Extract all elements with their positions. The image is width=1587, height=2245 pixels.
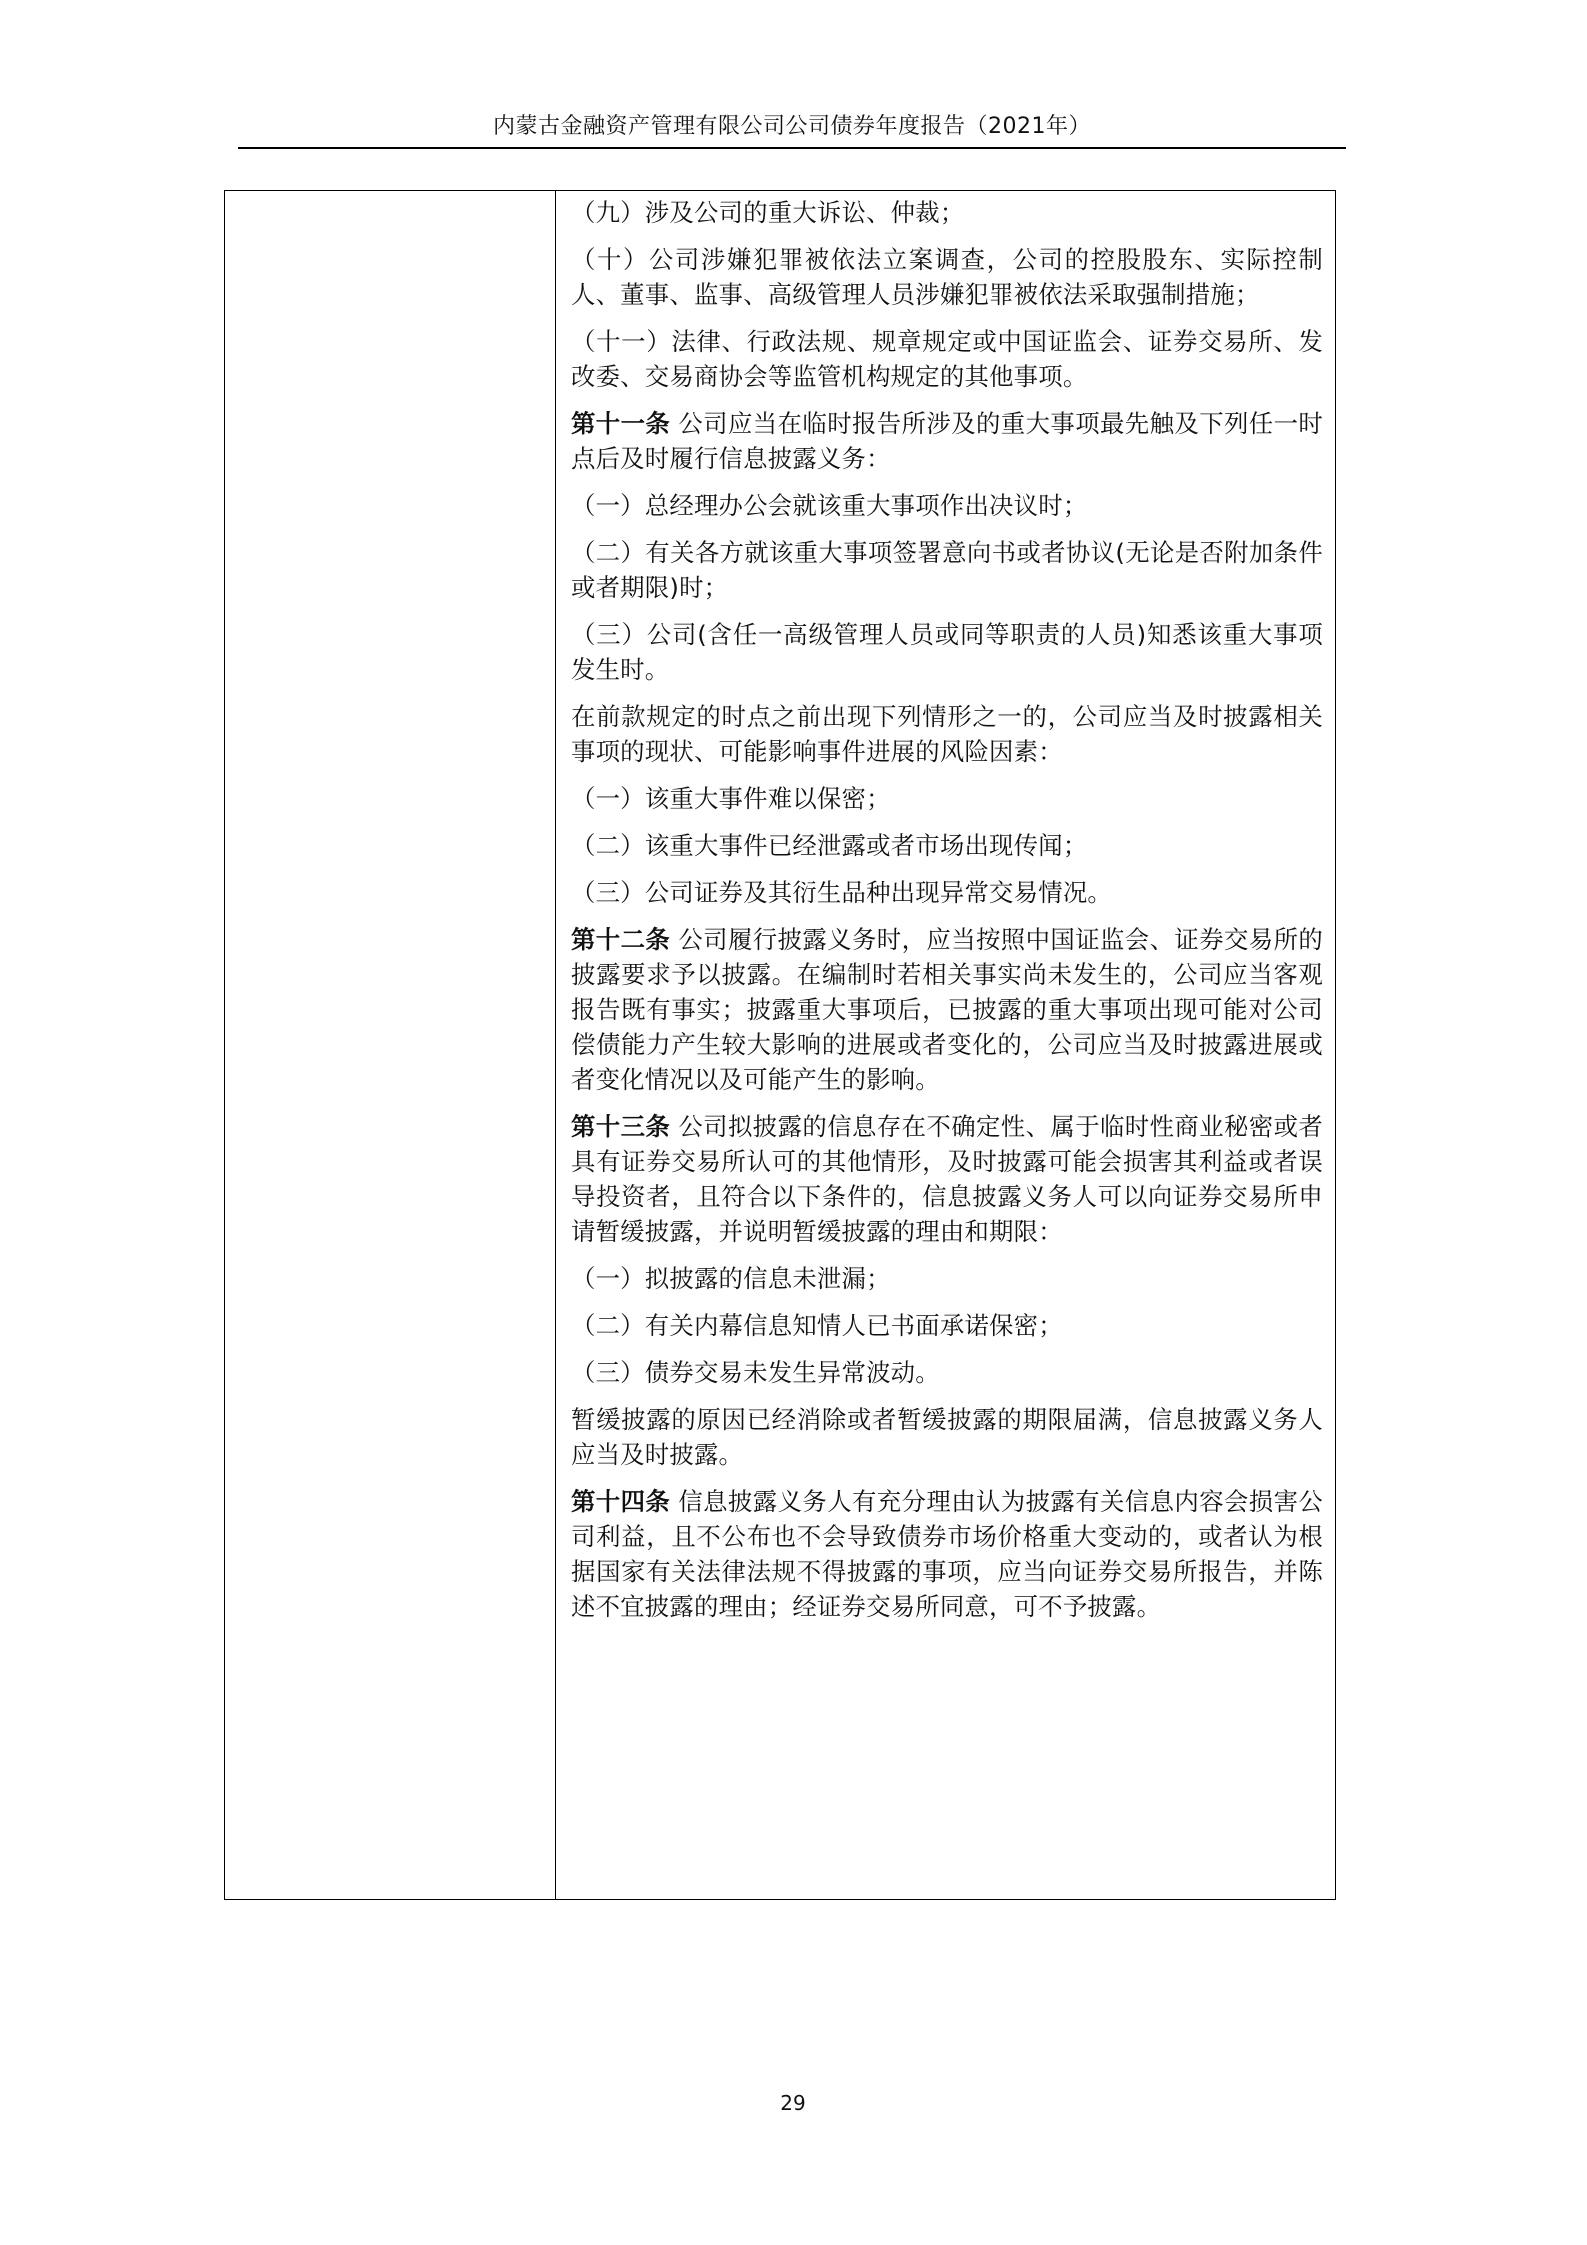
paragraph xyxy=(571,242,1323,312)
paragraph-text: （三）公司(含任一高级管理人员或同等职责的人员)知悉该重大事项发生时。 xyxy=(571,620,1323,684)
paragraph xyxy=(571,195,1323,230)
paragraph xyxy=(571,781,1323,816)
paragraph-text: （三）债券交易未发生异常波动。 xyxy=(571,1358,940,1387)
paragraph xyxy=(571,875,1323,910)
paragraph xyxy=(571,699,1323,769)
paragraph-text: 公司应当在临时报告所涉及的重大事项最先触及下列任一时点后及时履行信息披露义务： xyxy=(571,409,1323,473)
paragraph-text: （二）有关内幕信息知情人已书面承诺保密； xyxy=(571,1311,1063,1340)
paragraph xyxy=(571,1402,1323,1472)
paragraph-text: （十）公司涉嫌犯罪被依法立案调查，公司的控股股东、实际控制人、董事、监事、高级管理人员涉嫌犯罪被依法采取强制措施； xyxy=(571,245,1323,309)
paragraph-text: 暂缓披露的原因已经消除或者暂缓披露的期限届满，信息披露义务人应当及时披露。 xyxy=(571,1405,1323,1469)
paragraph-text: （二）该重大事件已经泄露或者市场出现传闻； xyxy=(571,831,1088,860)
paragraph xyxy=(571,1308,1323,1343)
paragraph-text: （一）该重大事件难以保密； xyxy=(571,784,891,813)
paragraph xyxy=(571,828,1323,863)
paragraph-text: （三）公司证券及其衍生品种出现异常交易情况。 xyxy=(571,878,1112,907)
paragraph xyxy=(571,922,1323,1097)
paragraph xyxy=(571,1261,1323,1296)
header-divider xyxy=(238,147,1346,149)
article-number: 第十三条 xyxy=(571,1112,671,1141)
paragraph xyxy=(571,406,1323,476)
paragraph xyxy=(571,535,1323,605)
paragraph-text: （二）有关各方就该重大事项签署意向书或者协议(无论是否附加条件或者期限)时； xyxy=(571,538,1323,602)
paragraph-text: （九）涉及公司的重大诉讼、仲裁； xyxy=(571,198,965,227)
paragraph xyxy=(571,1484,1323,1624)
paragraph-text: 信息披露义务人有充分理由认为披露有关信息内容会损害公司利益，且不公布也不会导致债券市场价格重大变动的，或者认为根据国家有关法律法规不得披露的事项，应当向证券交易所报告，并陈述不宜披露的理由；经证券交易所同意，可不予披露。 xyxy=(571,1487,1323,1621)
paragraph-text: （一）总经理办公会就该重大事项作出决议时； xyxy=(571,491,1088,520)
page-number: 29 xyxy=(780,2091,806,2115)
paragraph-text: 公司履行披露义务时，应当按照中国证监会、证券交易所的披露要求予以披露。在编制时若相关事实尚未发生的，公司应当客观报告既有事实；披露重大事项后，已披露的重大事项出现可能对公司偿债能力产生较大影响的进展或者变化的，公司应当及时披露进展或者变化情况以及可能产生的影响。 xyxy=(571,925,1323,1094)
table-left-cell xyxy=(225,191,556,1899)
table-right-cell xyxy=(571,191,1323,1899)
paragraph xyxy=(571,1355,1323,1390)
paragraph-text: 公司拟披露的信息存在不确定性、属于临时性商业秘密或者具有证券交易所认可的其他情形，及时披露可能会损害其利益或者误导投资者，且符合以下条件的，信息披露义务人可以向证券交易所申请暂缓披露，并说明暂缓披露的理由和期限： xyxy=(571,1112,1323,1246)
content-table xyxy=(224,190,1336,1900)
paragraph xyxy=(571,488,1323,523)
article-number: 第十二条 xyxy=(571,925,671,954)
paragraph xyxy=(571,617,1323,687)
paragraph-text: （十一）法律、行政法规、规章规定或中国证监会、证券交易所、发改委、交易商协会等监管机构规定的其他事项。 xyxy=(571,327,1323,391)
page-header-title: 内蒙古金融资产管理有限公司公司债券年度报告（2021年） xyxy=(493,114,1091,139)
paragraph xyxy=(571,1109,1323,1249)
paragraph xyxy=(571,324,1323,394)
paragraph-text: 在前款规定的时点之前出现下列情形之一的，公司应当及时披露相关事项的现状、可能影响事件进展的风险因素： xyxy=(571,702,1323,766)
article-number: 第十四条 xyxy=(571,1487,671,1516)
article-number: 第十一条 xyxy=(571,409,671,438)
paragraph-text: （一）拟披露的信息未泄漏； xyxy=(571,1264,891,1293)
